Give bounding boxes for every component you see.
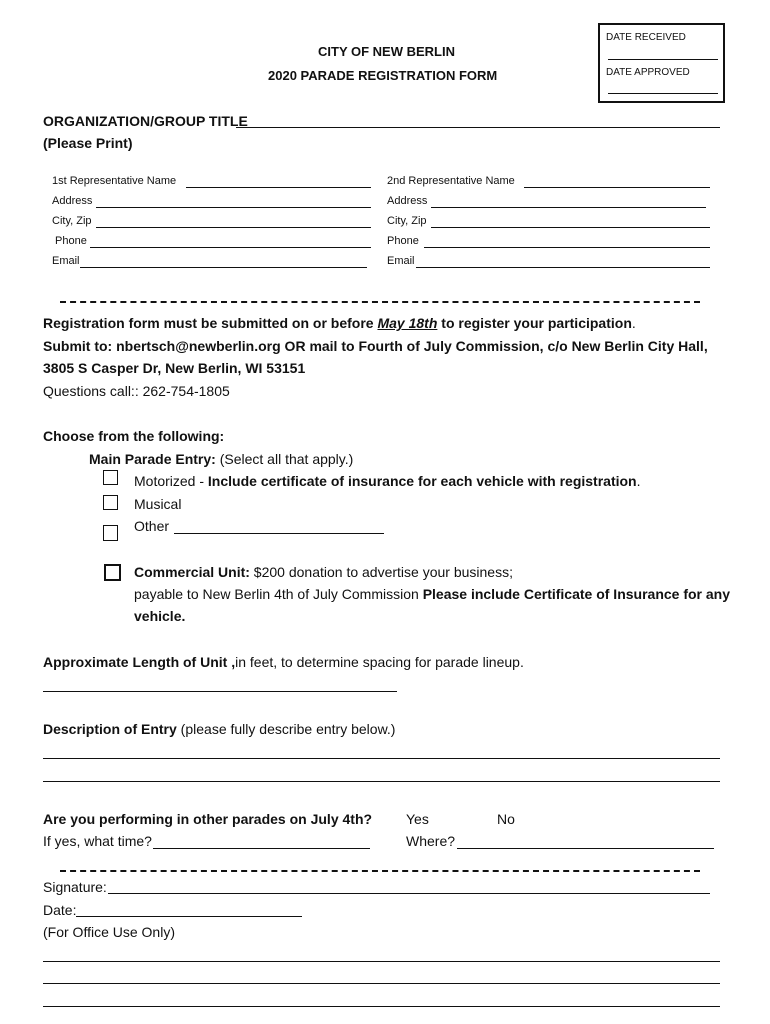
deadline-period: .	[631, 315, 636, 331]
commercial-checkbox[interactable]	[104, 564, 121, 581]
signature-field[interactable]	[108, 893, 710, 894]
commercial-vehicle: vehicle.	[134, 608, 186, 624]
length-line	[43, 654, 524, 670]
main-parade-note: (Select all that apply.)	[215, 451, 354, 467]
commercial-label: Commercial Unit:	[134, 564, 250, 580]
motorized-option	[134, 473, 641, 489]
other-label: Other	[134, 518, 170, 534]
rep2-address-field[interactable]	[431, 207, 706, 208]
choose-heading: Choose from the following:	[43, 428, 225, 444]
rep1-address-field[interactable]	[96, 207, 371, 208]
rep1-address-label: Address	[52, 195, 93, 207]
rep1-city-label: City, Zip	[52, 215, 92, 227]
dashed-divider	[60, 301, 700, 303]
rep2-city-label: City, Zip	[387, 215, 427, 227]
motorized-label: Motorized -	[134, 473, 208, 489]
rep2-phone-label: Phone	[387, 235, 419, 247]
date-approved-line[interactable]	[608, 93, 718, 94]
rep2-email-field[interactable]	[416, 267, 710, 268]
office-date-box	[598, 23, 725, 103]
submit-to-line: Submit to: nbertsch@newberlin.org OR mail to Fourth of July Commission, c/o New Berlin City Hall,	[43, 338, 708, 354]
date-approved-label: DATE APPROVED	[606, 67, 690, 78]
date-received-line[interactable]	[608, 59, 718, 60]
main-parade-label: Main Parade Entry:	[89, 451, 216, 467]
organization-label: ORGANIZATION/GROUP TITLE	[43, 113, 248, 129]
questions-phone: Questions call:: 262-754-1805	[43, 383, 230, 399]
office-use-line-1[interactable]	[43, 961, 720, 962]
commercial-insurance: Please include Certificate of Insurance for any	[422, 586, 731, 602]
deadline-line	[43, 315, 636, 331]
description-line	[43, 721, 395, 737]
office-use-line-3[interactable]	[43, 1006, 720, 1007]
musical-checkbox[interactable]	[103, 495, 118, 510]
office-use-line-2[interactable]	[43, 983, 720, 984]
rep1-phone-field[interactable]	[90, 247, 371, 248]
other-checkbox[interactable]	[103, 525, 118, 541]
length-field[interactable]	[43, 691, 397, 692]
motorized-note: Include certificate of insurance for each vehicle with registration	[207, 473, 637, 489]
dashed-divider-2	[60, 870, 700, 872]
mailing-address: 3805 S Casper Dr, New Berlin, WI 53151	[43, 360, 306, 376]
rep2-email-label: Email	[387, 255, 415, 267]
yes-option[interactable]: Yes	[406, 811, 429, 827]
rep1-name-field[interactable]	[186, 187, 371, 188]
rep1-email-label: Email	[52, 255, 80, 267]
length-text: in feet, to determine spacing for parade lineup.	[235, 654, 524, 670]
rep2-phone-field[interactable]	[424, 247, 710, 248]
date-label: Date:	[43, 902, 77, 918]
please-print-note: (Please Print)	[43, 135, 133, 151]
rep2-name-label: 2nd Representative Name	[387, 175, 515, 187]
where-field[interactable]	[457, 848, 714, 849]
motorized-period: .	[636, 473, 641, 489]
commercial-unit-line	[134, 564, 513, 580]
length-label: Approximate Length of Unit ,	[43, 654, 236, 670]
signature-label: Signature:	[43, 879, 107, 895]
rep1-phone-label: Phone	[55, 235, 87, 247]
title-line-2: 2020 PARADE REGISTRATION FORM	[268, 68, 498, 83]
rep2-city-field[interactable]	[431, 227, 710, 228]
date-received-label: DATE RECEIVED	[606, 32, 686, 43]
no-option[interactable]: No	[497, 811, 515, 827]
title-line-1: CITY OF NEW BERLIN	[318, 44, 455, 59]
date-field[interactable]	[76, 916, 302, 917]
description-field-2[interactable]	[43, 781, 720, 782]
rep2-address-label: Address	[387, 195, 428, 207]
organization-title-field[interactable]	[236, 127, 720, 128]
rep1-email-field[interactable]	[80, 267, 367, 268]
other-parades-question: Are you performing in other parades on July 4th?	[43, 811, 373, 827]
rep1-city-field[interactable]	[96, 227, 371, 228]
rep2-name-field[interactable]	[524, 187, 710, 188]
deadline-prefix: Registration form must be submitted on or before	[43, 315, 378, 331]
musical-label: Musical	[134, 496, 182, 512]
motorized-checkbox[interactable]	[103, 470, 118, 485]
rep1-name-label: 1st Representative Name	[52, 175, 177, 187]
description-text: (please fully describe entry below.)	[176, 721, 396, 737]
commercial-text: $200 donation to advertise your business;	[249, 564, 513, 580]
description-field-1[interactable]	[43, 758, 720, 759]
other-field[interactable]	[174, 533, 384, 534]
deadline-date: May 18th	[377, 315, 438, 331]
office-use-note: (For Office Use Only)	[43, 924, 175, 940]
time-label: If yes, what time?	[43, 833, 152, 849]
description-label: Description of Entry	[43, 721, 177, 737]
deadline-suffix: to register your participation	[437, 315, 632, 331]
time-field[interactable]	[153, 848, 370, 849]
commercial-payable: payable to New Berlin 4th of July Commission	[134, 586, 423, 602]
where-label: Where?	[406, 833, 456, 849]
commercial-payable-line	[134, 586, 730, 602]
main-parade-entry	[89, 451, 353, 467]
